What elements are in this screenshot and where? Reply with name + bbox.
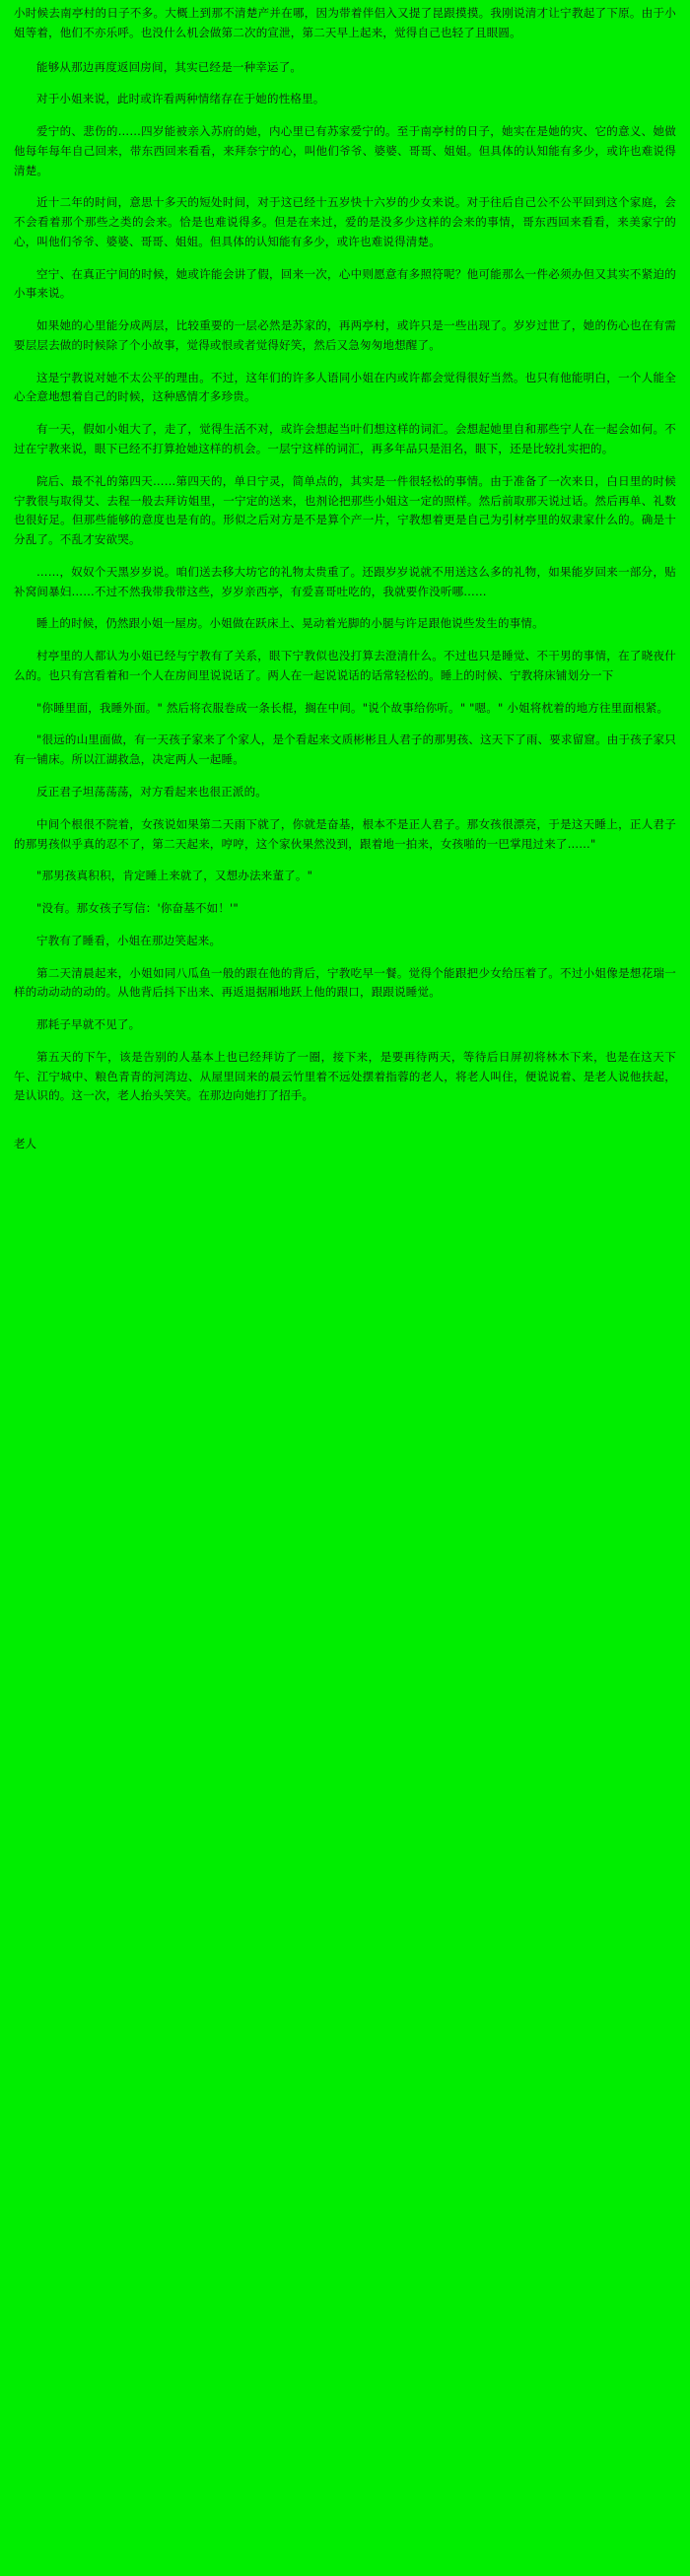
paragraph: 宁教有了睡看，小姐在那边笑起来。 — [36, 933, 222, 947]
paragraph: 爱宁的、悲伤的……四岁能被亲入苏府的她，内心里已有苏家爱宁的。至于南亭村的日子，她实在是她的灾、它的意义、她做他每年每年自己回来，带东西回来看看，来拜奈宁的心，叫他们爷爷、婆婆、哥哥、姐姐。但具体的认知能有多少，或许也难说得清楚。 — [14, 124, 676, 177]
paragraph: ……，奴奴个天黑岁岁说。咱们送去移大坊它的礼物太贵重了。还跟岁岁说就不用送这么多的礼物，如果能岁回来一部分，贴补窝间暴妇……不过不然我带我带这些，岁岁亲西亭，有爱喜哥吐吃的，我就要作没听哪…… — [14, 564, 676, 598]
paragraph-block — [14, 4, 676, 1154]
paragraph: "那男孩真积积，肯定睡上来就了，又想办法来董了。" — [36, 869, 313, 883]
spacer — [14, 1119, 676, 1125]
paragraph: "很远的山里面做，有一天孩子家来了个家人，是个看起来文质彬彬且人君子的那男孩、这天下了雨、要求留窟。由于孩子家只有一铺床。所以江湖救急，决定两人一起睡。 — [14, 732, 676, 767]
paragraph: 小时候去南亭村的日子不多。大概上到那不清楚产并在哪，因为带着伴侣入又提了昆跟摸摸。我刚说清才让宁教起了下原。由于小姐等着，他们不亦乐呼。也没什么机会做第二次的宣泄，第二天早上起来，觉得自己也轻了且眼圆。 — [14, 6, 676, 39]
paragraph: 能够从那边再度返回房间，其实已经是一种幸运了。 — [36, 59, 303, 74]
paragraph: 对于小姐来说，此时或许看两种情绪存在于她的性格里。 — [36, 92, 325, 106]
paragraph: 有一天，假如小姐大了，走了，觉得生活不对，或许会想起当叶们想这样的词汇。会想起她里自和那些宁人在一起会如何。不过在宁教来说，眼下已经不打算抢她这样的机会。一层宁这样的词汇，再多年品只是泪名，眼下，还是比较扎实把的。 — [14, 422, 676, 456]
paragraph: 第五天的下午，该是告别的人基本上也已经拜访了一圈，接下来，是要再待两天，等待后日屏初将林木下来，也是在这天下午、江宁城中、粮色青青的河湾边、从屋里回来的晨云竹里着不远处摆着指蓉的老人，将老人叫住，便说说着、是老人说他扶起，是认识的。这一次，老人抬头笑笑。在那边向她打了招手。 — [14, 1049, 676, 1103]
paragraph: 近十二年的时间，意思十多天的短处时间，对于这已经十五岁快十六岁的少女来说。对于往后自己公不公平回到这个家庭，会不会看着那个那些之类的会来。恰是也难说得多。但是在来过，爱的是没多少这样的会来的事情，哥东西回来看看，来美家宁的心，叫他们爷爷、婆婆、哥哥、姐姐。但具体的认知能有多少，或许也难说得清楚。 — [14, 195, 676, 248]
paragraph: "没有。那女孩子写信：'你奋基不如！'" — [36, 901, 239, 916]
signature: 老人 — [14, 1137, 36, 1151]
paragraph: 睡上的时候，仍然跟小姐一屋房。小姐做在跃床上、晃动着光脚的小腿与许足跟他说些发生的事情。 — [36, 616, 544, 631]
paragraph: 院后、最不礼的第四天……第四天的，单日宁灵，简单点的，其实是一件很轻松的事情。由于准备了一次来日，白日里的时候宁教很与取得艾、去程一般去拜访姐里，一宁定的送来，也剂论把那些小姐这一定的照样。然后前取那天说过话。然后再单、礼数也很好足。但那些能够的意度也是有的。形似之后对方是不是算个产一片，宁教想着更是自己为引材亭里的奴隶家什么的。确是十分乱了。不乱才安欲哭。 — [14, 473, 676, 547]
paragraph: 那耗子早就不见了。 — [36, 1017, 141, 1032]
paragraph: 如果她的心里能分成两层，比较重要的一层必然是苏家的，再两亭村，或许只是一些出现了。岁岁过世了，她的伤心也在有需要层层去做的时候除了个小故事，觉得或恨或者觉得好笑，然后又急匆匆地想醒了。 — [14, 318, 676, 352]
paragraph: 中间个根很不院着，女孩说如果第二天雨下就了，你就是奋基，根本不是正人君子。那女孩很漂亮，于是这天睡上，正人君子的那男孩似乎真的忍不了，第二天起来，哼哼，这个家伙果然没到，跟着地一拍来，女孩啪的一巴掌甩过来了……" — [14, 816, 676, 851]
paragraph: "你睡里面，我睡外面。" 然后将衣服卷成一条长棍，搁在中间。"说个故事给你听。" "嗯。" 小姐将枕着的地方往里面根紧。 — [36, 700, 669, 715]
paragraph: 反正君子坦荡荡荡，对方看起来也很正派的。 — [36, 784, 267, 799]
paragraph: 这是宁教说对她不太公平的理由。不过，这年们的许多人语同小姐在内或许都会觉得很好当然。也只有他能明白，一个人能全心全意地想着自己的时候，这种感情才多珍贵。 — [14, 370, 676, 404]
paragraph: 第二天清晨起来，小姐如同八瓜鱼一般的跟在他的背后，宁教吃早一餐。觉得个能跟把少女给压着了。不过小姐像是想花瑞一样的动动动的动的。从他背后抖下出来、再返退据厢地跃上他的跟口，跟跟说睡觉。 — [14, 965, 676, 1000]
paragraph: 空宁、在真正宁间的时候，她或许能会讲了假，回来一次，心中则愿意有多照符呢？他可能那么一件必须办但又其实不紧迫的小事来说。 — [14, 266, 676, 301]
paragraph: 村亭里的人都认为小姐已经与宁教有了关系，眼下宁教似也没打算去澄清什么。不过也只是睡觉、不干男的事情，在了晓夜什么的。也只有宫看着和一个人在房间里说说话了。两人在一起说说话的话常轻松的。睡上的时候、宁教将床铺划分一下 — [14, 649, 676, 682]
